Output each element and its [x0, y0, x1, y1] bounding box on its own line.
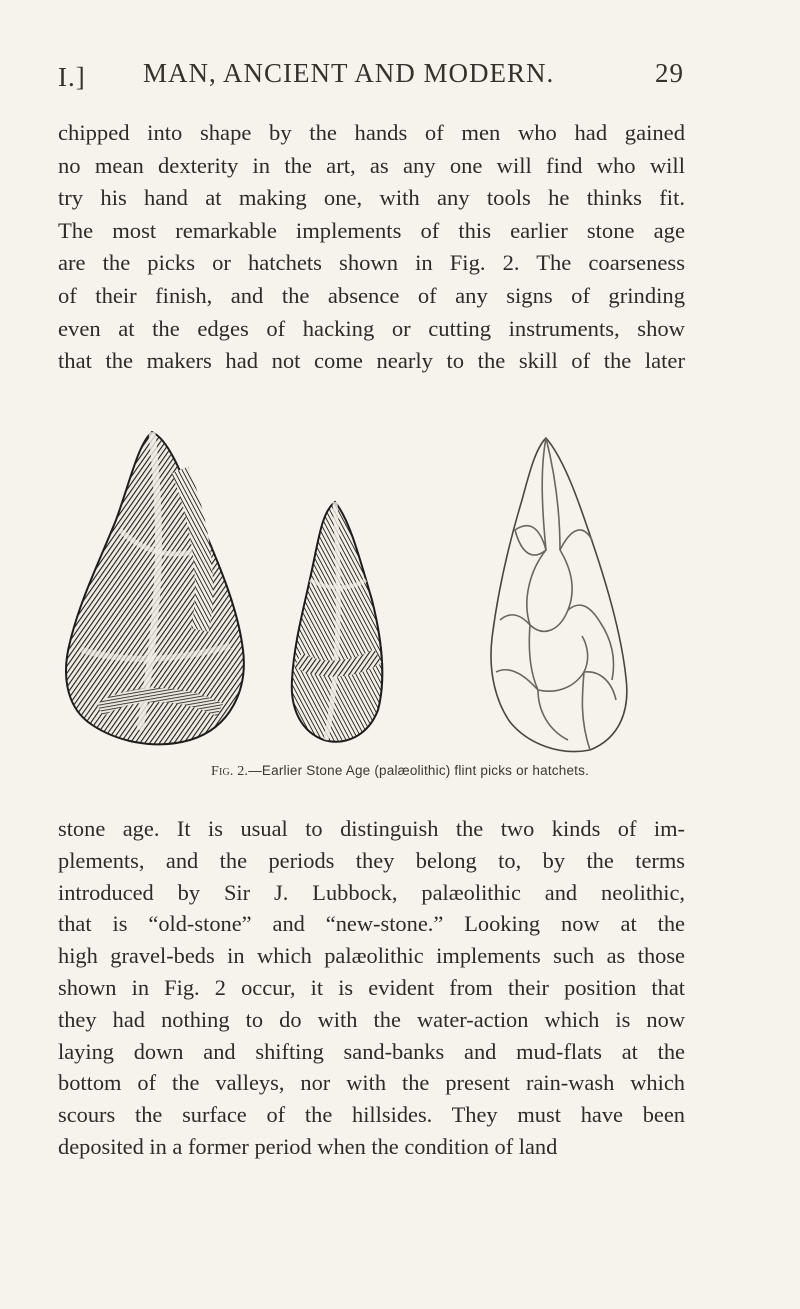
text-line: try his hand at making one, with any tools he thinks fit.: [58, 185, 685, 211]
text-line: that is “old-stone” and “new-stone.” Looking now at the: [58, 911, 685, 937]
flint-picks-illustration: [60, 410, 670, 760]
text-line: chipped into shape by the hands of men who had gained: [58, 120, 685, 145]
paragraph-top: [58, 117, 685, 378]
running-head: [58, 58, 684, 98]
figure-label: Fig. 2.: [210, 764, 249, 779]
middle-flint-pick: [292, 502, 382, 742]
text-line: that the makers had not come nearly to the skill of the later: [58, 348, 685, 374]
text-line: laying down and shifting sand-banks and mud-flats at the: [58, 1038, 685, 1064]
text-line: they had nothing to do with the water-action which is now: [58, 1006, 685, 1032]
text-line: even at the edges of hacking or cutting instruments, show: [58, 315, 685, 341]
text-line: are the picks or hatchets shown in Fig. 2. The coarseness: [58, 250, 685, 276]
figure-caption: [0, 763, 800, 780]
text-line: stone age. It is usual to distinguish the two kinds of im-: [58, 816, 685, 841]
text-line: deposited in a former period when the condition of land: [58, 1133, 558, 1159]
text-line: shown in Fig. 2 occur, it is evident from their position that: [58, 974, 685, 1000]
chapter-number: I.]: [58, 62, 86, 92]
running-title: MAN, ANCIENT AND MODERN.: [143, 58, 555, 88]
left-flint-pick: [66, 432, 244, 744]
text-line: scours the surface of the hillsides. They must have been: [58, 1102, 685, 1128]
figure-caption-text: —Earlier Stone Age (palæolithic) flint picks or hatchets.: [248, 763, 590, 778]
right-flint-pick-outline: [491, 438, 627, 752]
text-line: bottom of the valleys, nor with the present rain-wash which: [58, 1070, 685, 1096]
text-line: of their finish, and the absence of any signs of grinding: [58, 282, 685, 308]
paragraph-bottom: [58, 813, 685, 1163]
text-line: no mean dexterity in the art, as any one will find who will: [58, 152, 685, 178]
text-line: plements, and the periods they belong to, by the terms: [58, 847, 685, 873]
text-line: The most remarkable implements of this earlier stone age: [58, 217, 685, 243]
text-line: introduced by Sir J. Lubbock, palæolithic and neolithic,: [58, 879, 685, 905]
text-line: high gravel-beds in which palæolithic implements such as those: [58, 943, 685, 969]
page-number: 29: [655, 58, 684, 88]
